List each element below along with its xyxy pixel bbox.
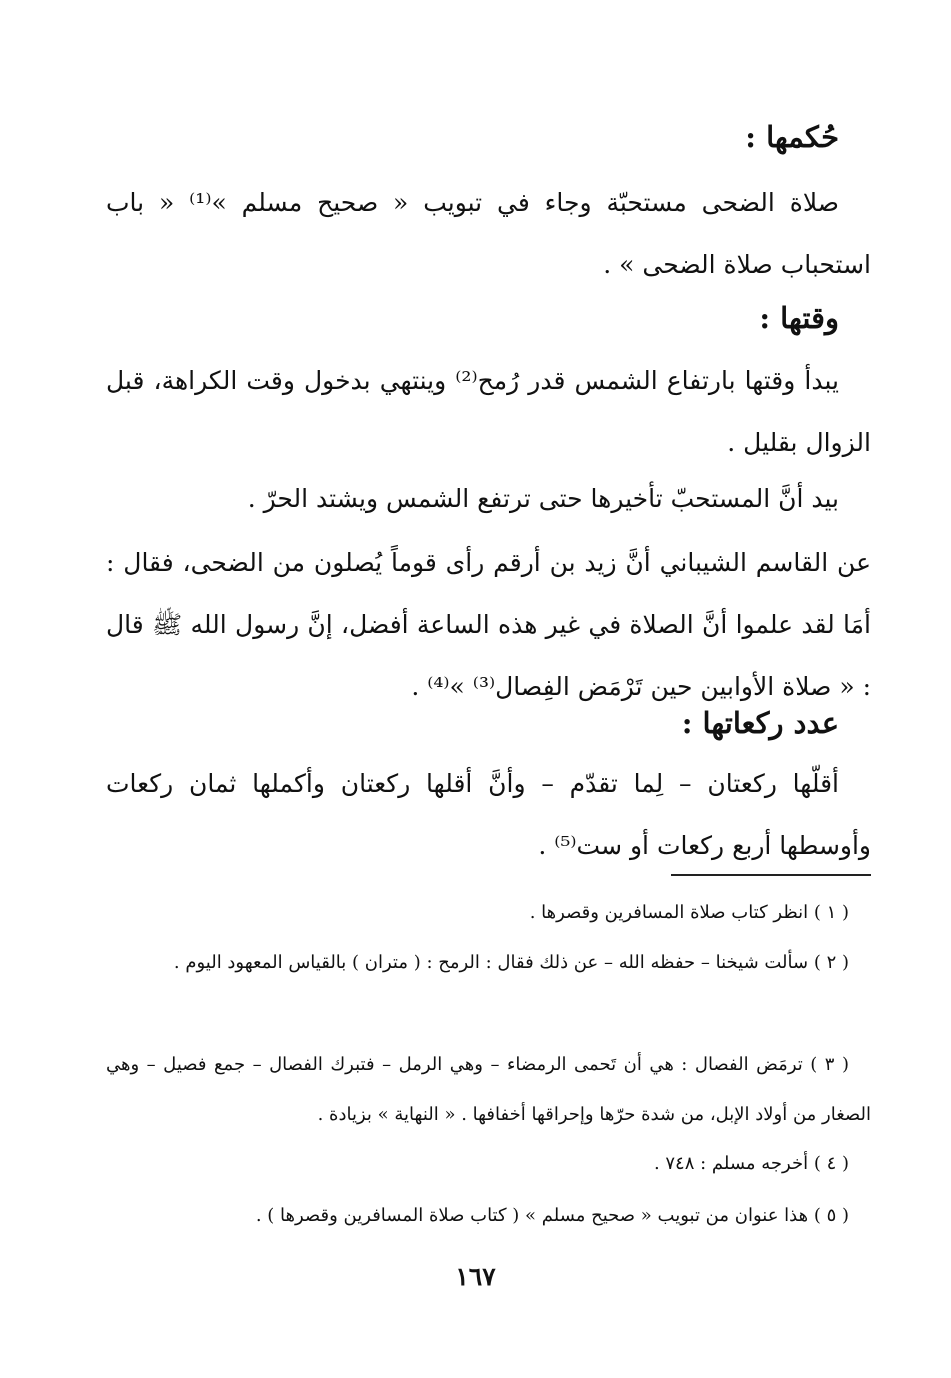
footnote-1 xyxy=(106,898,871,928)
paragraph-hadith xyxy=(106,532,871,718)
heading-rakats: عدد ركعاتها : xyxy=(681,706,839,740)
footnote-3 xyxy=(106,1040,871,1140)
paragraph-ruling-text: صلاة الضحى مستحبّة وجاء في تبويب « صحيح مسلم »⁽¹⁾ « باب استحباب صلاة الضحى » . xyxy=(106,188,871,279)
footnote-separator xyxy=(671,874,871,876)
page-number: ١٦٧ xyxy=(455,1262,496,1291)
footnote-2 xyxy=(106,938,871,988)
footnote-4 xyxy=(106,1149,871,1179)
footnote-5-text: ( ٥ ) هذا عنوان من تبويب « صحيح مسلم » ( كتاب صلاة المسافرين وقصرها ) . xyxy=(255,1205,849,1226)
paragraph-rakats-text: أقلّها ركعتان – لِما تقدّم – وأنَّ أقلها ركعتان وأكملها ثمان ركعات وأوسطها أربع ركعات أو ست⁽⁵⁾ . xyxy=(106,769,871,860)
footnote-3-text: ( ٣ ) ترمَض الفصال : هي أن تَحمى الرمضاء – وهي الرمل – فتبرك الفصال – جمع فصيل – وهي الصغار من أولاد الإبل، من شدة حرّها وإحراقها أخفافها . « النهاية » بزيادة . xyxy=(106,1054,871,1125)
heading-ruling: حُكمها : xyxy=(745,120,839,154)
paragraph-time-text: يبدأ وقتها بارتفاع الشمس قدر رُمح⁽²⁾ وينتهي بدخول وقت الكراهة، قبل الزوال بقليل . xyxy=(106,366,871,457)
paragraph-preferred-text: بيد أنَّ المستحبّ تأخيرها حتى ترتفع الشمس ويشتد الحرّ . xyxy=(247,484,839,513)
footnote-1-text: ( ١ ) انظر كتاب صلاة المسافرين وقصرها . xyxy=(529,902,849,923)
paragraph-hadith-text: عن القاسم الشيباني أنَّ زيد بن أرقم رأى قوماً يُصلون من الضحى، فقال : أمَا لقد علموا أنَّ الصلاة في غير هذه الساعة أفضل، إنَّ رسول الله ﷺ قال : « صلاة الأوابين حين تَرْمَض الفِصال⁽³⁾ »⁽⁴⁾ . xyxy=(106,548,871,701)
heading-time: وقتها : xyxy=(759,301,839,335)
paragraph-ruling xyxy=(106,172,871,296)
footnote-4-text: ( ٤ ) أخرجه مسلم : ٧٤٨ . xyxy=(653,1153,849,1174)
paragraph-time xyxy=(106,350,871,474)
footnote-2-text: ( ٢ ) سألت شيخنا – حفظه الله – عن ذلك فقال : الرمح : ( متران ) بالقياس المعهود اليوم . xyxy=(173,952,849,973)
paragraph-rakats xyxy=(106,753,871,877)
paragraph-preferred xyxy=(106,468,871,530)
footnote-5 xyxy=(106,1201,871,1231)
